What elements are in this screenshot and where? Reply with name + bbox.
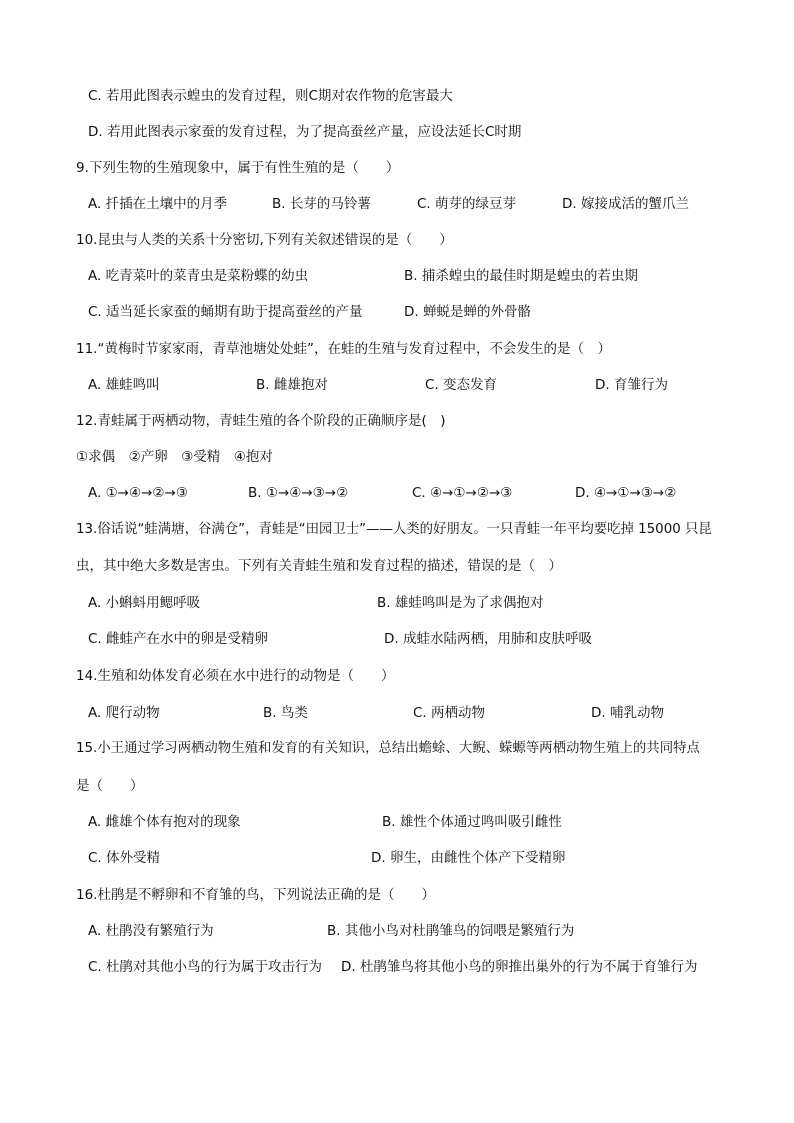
question-13-option-d: D. 成蛙水陆两栖，用肺和皮肤呼吸 xyxy=(384,631,592,647)
question-14-option-b: B. 鸟类 xyxy=(263,705,308,721)
question-12-option-d: D. ④→①→③→② xyxy=(575,485,677,501)
question-10-option-d: D. 蝉蜕是蝉的外骨骼 xyxy=(404,304,531,320)
question-15-stem-line-1: 15.小王通过学习两栖动物生殖和发育的有关知识，总结出蟾蜍、大鲵、蝾螈等两栖动物生殖上的共同特点 xyxy=(76,741,700,756)
question-13-stem-line-1: 13.俗话说“蛙满塘，谷满仓”，青蛙是“田园卫士”——人类的好朋友。一只青蛙一年平均要吃掉 15000 只昆 xyxy=(76,522,712,537)
question-9-option-d: D. 嫁接成活的蟹爪兰 xyxy=(562,196,689,212)
question-9-option-c: C. 萌芽的绿豆芽 xyxy=(417,196,517,212)
question-12-steps: ①求偶 ②产卵 ③受精 ④抱对 xyxy=(76,449,273,465)
question-13-stem-line-2: 虫，其中绝大多数是害虫。下列有关青蛙生殖和发育过程的描述，错误的是（ ） xyxy=(76,558,562,574)
question-14-option-a: A. 爬行动物 xyxy=(88,705,160,721)
question-9-option-a: A. 扦插在土壤中的月季 xyxy=(88,196,228,212)
question-13-option-b: B. 雄蛙鸣叫是为了求偶抱对 xyxy=(377,595,544,611)
question-16-option-b: B. 其他小鸟对杜鹃雏鸟的饲喂是繁殖行为 xyxy=(327,923,575,939)
question-11-option-c: C. 变态发育 xyxy=(425,377,498,393)
question-12-option-b: B. ①→④→③→② xyxy=(248,485,349,501)
question-16-stem: 16.杜鹃是不孵卵和不育雏的鸟，下列说法正确的是（ ） xyxy=(76,887,435,903)
question-9-stem: 9.下列生物的生殖现象中，属于有性生殖的是（ ） xyxy=(76,160,400,176)
question-11-option-a: A. 雄蛙鸣叫 xyxy=(88,377,160,393)
question-8-option-d: D. 若用此图表示家蚕的发育过程，为了提高蚕丝产量，应设法延长C时期 xyxy=(88,124,522,140)
question-10-option-a: A. 吃青菜叶的菜青虫是菜粉蝶的幼虫 xyxy=(88,268,309,284)
question-10-option-b: B. 捕杀蝗虫的最佳时期是蝗虫的若虫期 xyxy=(404,268,638,284)
question-9-option-b: B. 长芽的马铃薯 xyxy=(272,196,371,212)
question-12-option-a: A. ①→④→②→③ xyxy=(88,485,188,501)
question-11-option-d: D. 育雏行为 xyxy=(595,377,668,393)
question-11-option-b: B. 雌雄抱对 xyxy=(256,377,328,393)
question-12-option-c: C. ④→①→②→③ xyxy=(412,485,513,501)
question-15-option-a: A. 雌雄个体有抱对的现象 xyxy=(88,814,241,830)
question-15-option-b: B. 雄性个体通过鸣叫吸引雌性 xyxy=(382,814,562,830)
question-14-option-d: D. 哺乳动物 xyxy=(591,705,664,721)
question-8-option-c: C. 若用此图表示蝗虫的发育过程，则C期对农作物的危害最大 xyxy=(88,88,453,104)
question-13-option-c: C. 雌蛙产在水中的卵是受精卵 xyxy=(88,631,269,647)
question-15-option-c: C. 体外受精 xyxy=(88,850,161,866)
question-12-stem: 12.青蛙属于两栖动物，青蛙生殖的各个阶段的正确顺序是( ) xyxy=(76,413,446,429)
question-16-option-d: D. 杜鹃雏鸟将其他小鸟的卵推出巢外的行为不属于育雏行为 xyxy=(341,959,698,975)
question-16-option-c: C. 杜鹃对其他小鸟的行为属于攻击行为 xyxy=(88,959,323,975)
question-11-stem: 11.“黄梅时节家家雨，青草池塘处处蛙”，在蛙的生殖与发育过程中，不会发生的是（ ） xyxy=(76,341,611,357)
question-15-option-d: D. 卵生，由雌性个体产下受精卵 xyxy=(371,850,566,866)
question-16-option-a: A. 杜鹃没有繁殖行为 xyxy=(88,923,214,939)
question-14-option-c: C. 两栖动物 xyxy=(413,705,486,721)
question-15-stem-line-2: 是（ ） xyxy=(76,778,144,794)
question-10-option-c: C. 适当延长家蚕的蛹期有助于提高蚕丝的产量 xyxy=(88,304,363,320)
question-13-option-a: A. 小蝌蚪用鳃呼吸 xyxy=(88,595,201,611)
question-10-stem: 10.昆虫与人类的关系十分密切,下列有关叙述错误的是（ ） xyxy=(76,232,453,248)
question-14-stem: 14.生殖和幼体发育必须在水中进行的动物是（ ） xyxy=(76,668,395,684)
